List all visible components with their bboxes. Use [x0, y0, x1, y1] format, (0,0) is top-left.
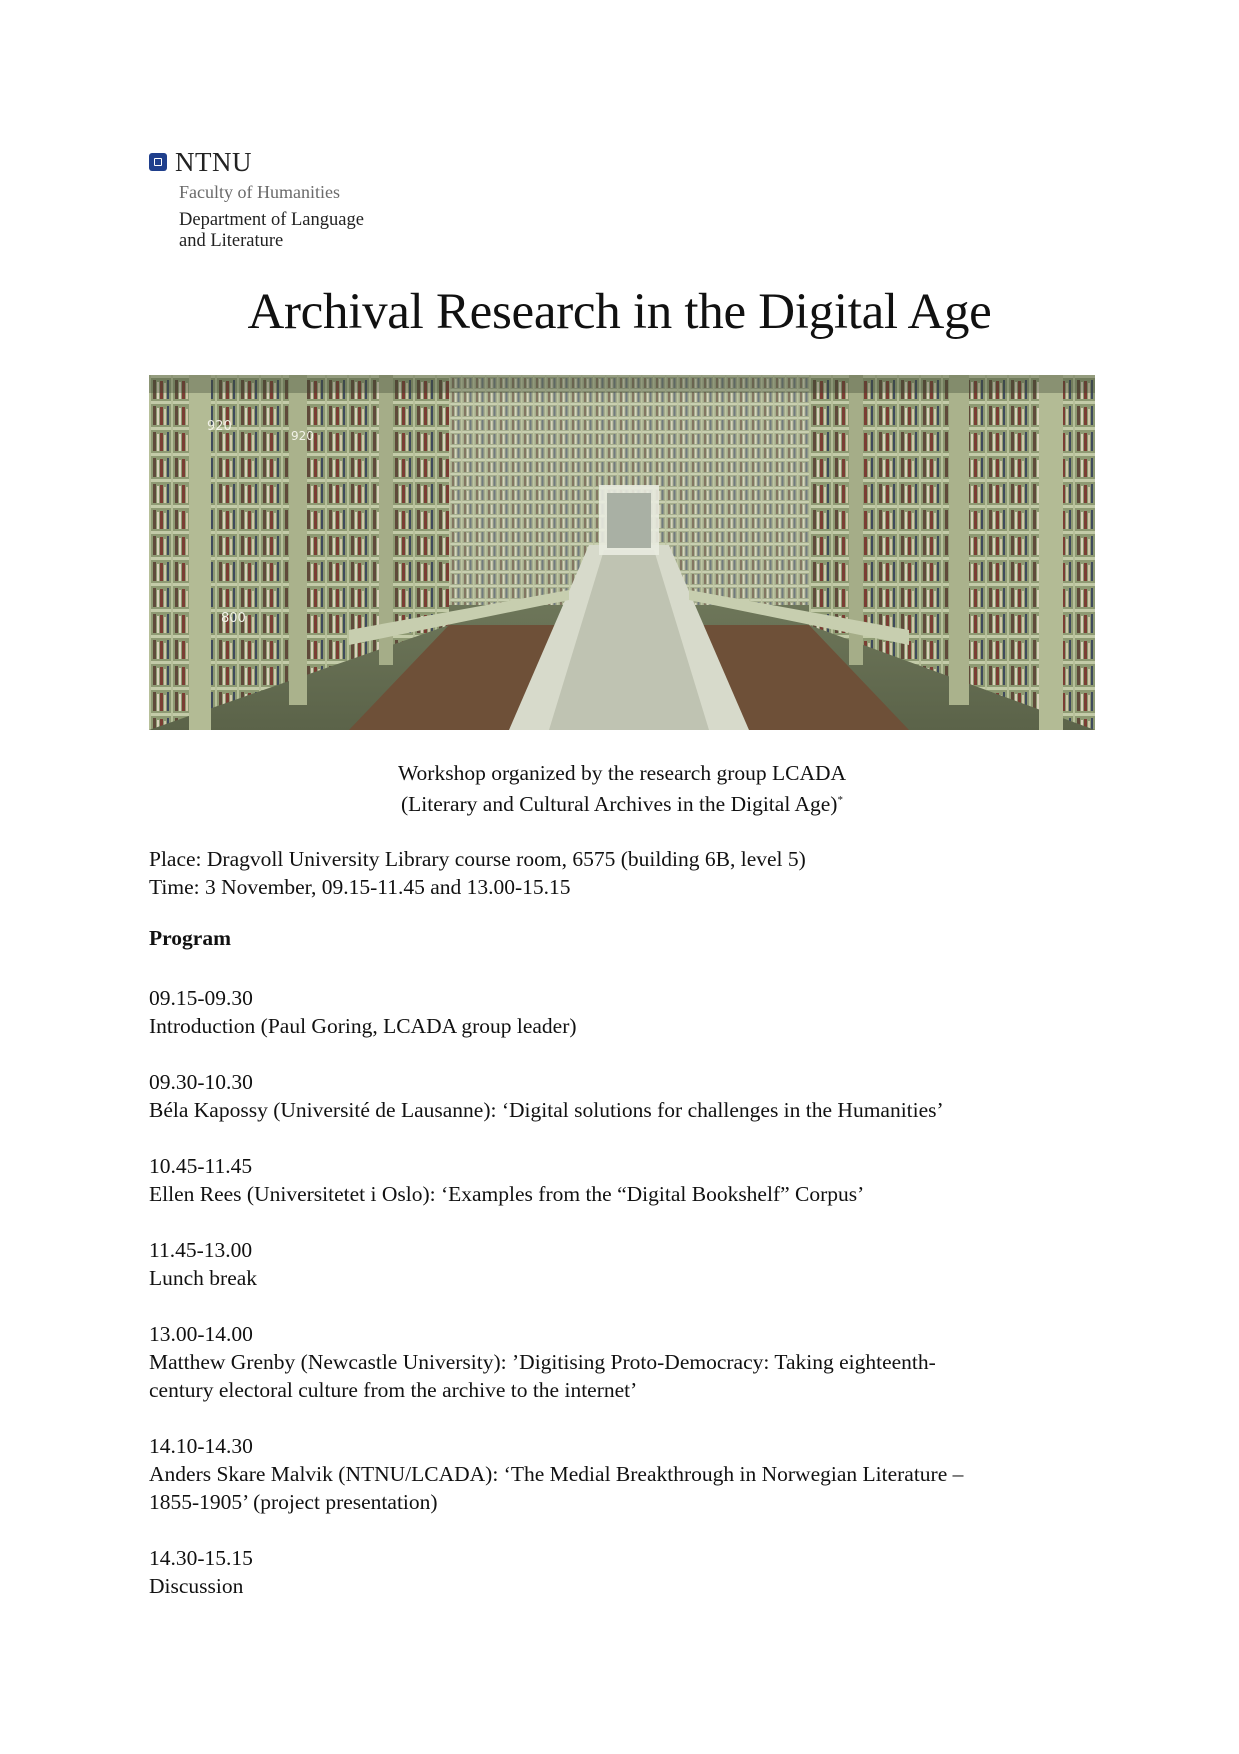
program-item-description-line-1: Anders Skare Malvik (NTNU/LCADA): ‘The Medial Breakthrough in Norwegian Literature – [149, 1462, 964, 1486]
shelf-number-label: 920 [291, 429, 314, 443]
program-item-time: 13.00-14.00 [149, 1322, 253, 1346]
time-line: Time: 3 November, 09.15-11.45 and 13.00-15.15 [149, 875, 571, 899]
library-photo-illustration [149, 375, 1095, 730]
program-item-description-line-2: 1855-1905’ (project presentation) [149, 1490, 438, 1514]
ntnu-logo [149, 145, 252, 179]
program-heading: Program [149, 926, 231, 950]
program-item-description: Discussion [149, 1574, 244, 1598]
program-item-description: Lunch break [149, 1266, 258, 1290]
ntnu-logo-text: NTNU [175, 146, 252, 177]
ntnu-logo-icon [149, 153, 167, 171]
library-photo [149, 375, 1095, 730]
program-item-time: 11.45-13.00 [149, 1238, 253, 1262]
program-item [149, 1236, 1095, 1292]
program-item-time: 09.30-10.30 [149, 1070, 253, 1094]
workshop-intro [149, 760, 1095, 818]
program-item-time: 14.10-14.30 [149, 1434, 253, 1458]
program-item [149, 984, 1095, 1040]
program-item [149, 1432, 1095, 1516]
program-item-description-line-2: century electoral culture from the archive to the internet’ [149, 1378, 638, 1402]
intro-line-2: (Literary and Cultural Archives in the Digital Age) [401, 792, 838, 817]
program-item-time: 10.45-11.45 [149, 1154, 253, 1178]
program-item [149, 1544, 1095, 1600]
program-item [149, 1320, 1095, 1404]
department-name [179, 210, 499, 252]
program-list [149, 984, 1095, 1628]
page-title: Archival Research in the Digital Age [247, 284, 992, 340]
program-item [149, 1152, 1095, 1208]
program-item-time: 09.15-09.30 [149, 986, 253, 1010]
program-item-description: Introduction (Paul Goring, LCADA group leader) [149, 1014, 577, 1038]
department-line-2: and Literature [179, 231, 284, 251]
faculty-name: Faculty of Humanities [179, 182, 340, 202]
event-logistics [149, 845, 1095, 901]
program-item-description-line-1: Matthew Grenby (Newcastle University): ’Digitising Proto-Democracy: Taking eighteenth- [149, 1350, 936, 1374]
intro-line-1: Workshop organized by the research group LCADA [397, 761, 847, 785]
place-line: Place: Dragvoll University Library course room, 6575 (building 6B, level 5) [149, 847, 806, 871]
department-line-1: Department of Language [179, 210, 364, 230]
program-item [149, 1068, 1095, 1124]
shelf-number-label: 920 [207, 419, 232, 434]
program-item-time: 14.30-15.15 [149, 1546, 253, 1570]
program-item-description: Béla Kapossy (Université de Lausanne): ‘Digital solutions for challenges in the Humanities’ [149, 1098, 944, 1122]
program-item-description: Ellen Rees (Universitetet i Oslo): ‘Examples from the “Digital Bookshelf” Corpus’ [149, 1182, 865, 1206]
footnote-mark: * [837, 794, 843, 806]
shelf-number-label: 800 [221, 611, 246, 626]
